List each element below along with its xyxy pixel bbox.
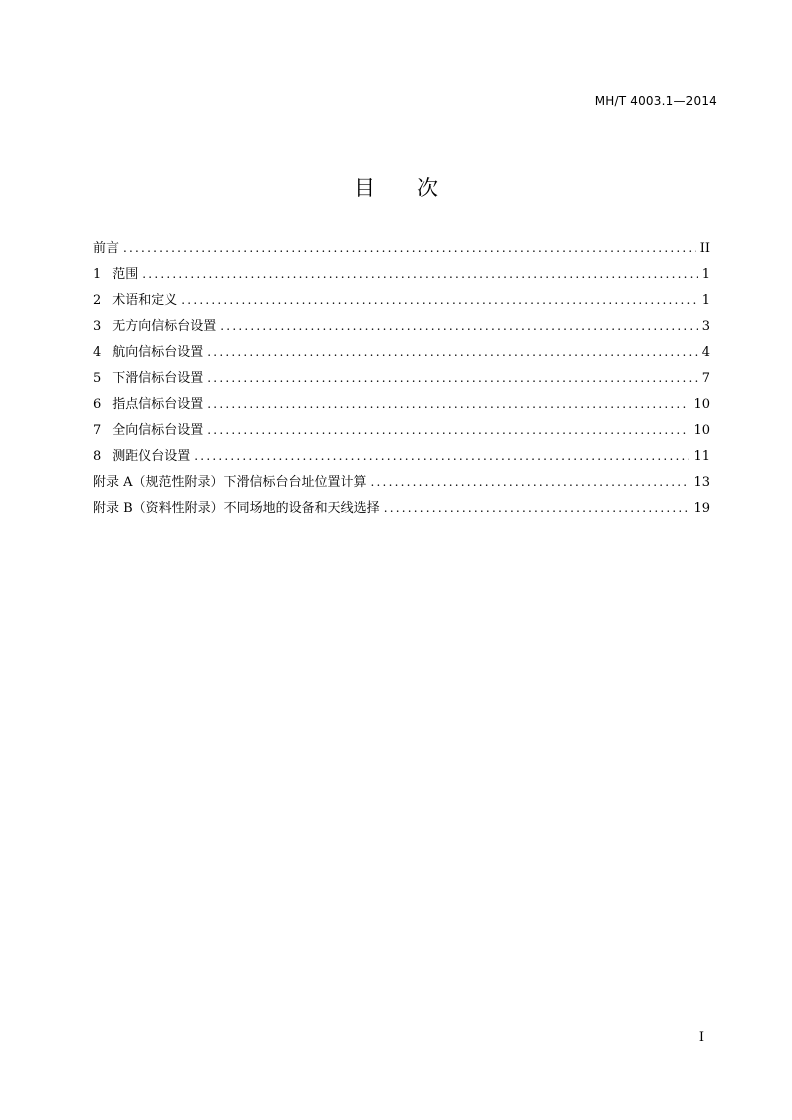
title-char-2: 次 (417, 176, 438, 200)
toc-page-number: 1 (701, 293, 710, 308)
toc-section-title: 术语和定义 (112, 293, 178, 308)
toc-section-number: 4 (93, 345, 102, 360)
toc-section-title: 指点信标台设置 (112, 397, 204, 412)
toc-entry-4[interactable] (93, 339, 710, 365)
toc-page-number: 4 (701, 345, 710, 360)
toc-dot-leader (194, 443, 689, 469)
toc-section-number: 8 (93, 449, 102, 464)
toc-section-title: 无方向信标台设置 (112, 319, 217, 334)
toc-dot-leader (207, 365, 697, 391)
toc-section-number: 1 (93, 267, 102, 282)
toc-entry-annex-b[interactable] (93, 495, 710, 521)
toc-section-number: 3 (93, 319, 102, 334)
toc-entry-label (93, 340, 203, 366)
toc-entry-8[interactable] (93, 443, 710, 469)
toc-section-title: 测距仪台设置 (112, 449, 191, 464)
toc-entry-annex-a[interactable] (93, 469, 710, 495)
table-of-contents (93, 235, 710, 521)
toc-entry-label (93, 392, 203, 418)
toc-dot-leader (384, 495, 690, 521)
title-char-1: 目 (354, 176, 375, 200)
toc-entry-label (93, 418, 203, 444)
toc-section-number: 5 (93, 371, 102, 386)
toc-dot-leader (142, 261, 697, 287)
toc-section-title: 全向信标台设置 (112, 423, 204, 438)
toc-page-number: 19 (693, 501, 710, 516)
toc-page-number: 10 (693, 397, 710, 412)
toc-page-number: 3 (701, 319, 710, 334)
toc-entry-label (93, 444, 190, 470)
toc-dot-leader (207, 339, 697, 365)
toc-section-number: 7 (93, 423, 102, 438)
toc-page-number: 7 (701, 371, 710, 386)
toc-entry-label: 前言 (93, 241, 120, 256)
toc-entry-foreword[interactable] (93, 235, 710, 261)
toc-entry-label (93, 288, 177, 314)
toc-entry-label (93, 262, 138, 288)
document-code: MH/T 4003.1—2014 (594, 94, 717, 108)
toc-dot-leader (371, 469, 690, 495)
toc-entry-label: 附录 B（资料性附录）不同场地的设备和天线选择 (93, 501, 380, 516)
toc-section-number: 2 (93, 293, 102, 308)
toc-entry-1[interactable] (93, 261, 710, 287)
page-title (0, 172, 792, 202)
toc-dot-leader (181, 287, 697, 313)
toc-section-title: 下滑信标台设置 (112, 371, 204, 386)
toc-page-number: 1 (701, 267, 710, 282)
toc-entry-label (93, 314, 216, 340)
toc-dot-leader (123, 235, 696, 261)
toc-page-number: 11 (693, 449, 710, 464)
page-number: I (698, 1030, 704, 1045)
toc-entry-2[interactable] (93, 287, 710, 313)
toc-page-number: 10 (693, 423, 710, 438)
toc-entry-label (93, 366, 203, 392)
toc-entry-5[interactable] (93, 365, 710, 391)
toc-page-number: II (699, 241, 710, 256)
toc-section-title: 航向信标台设置 (112, 345, 204, 360)
toc-page-number: 13 (693, 475, 710, 490)
toc-dot-leader (220, 313, 697, 339)
toc-section-number: 6 (93, 397, 102, 412)
toc-entry-label: 附录 A（规范性附录）下滑信标台台址位置计算 (93, 475, 367, 490)
toc-dot-leader (207, 417, 689, 443)
toc-entry-3[interactable] (93, 313, 710, 339)
toc-entry-6[interactable] (93, 391, 710, 417)
toc-section-title: 范围 (112, 267, 139, 282)
toc-entry-7[interactable] (93, 417, 710, 443)
toc-dot-leader (207, 391, 689, 417)
